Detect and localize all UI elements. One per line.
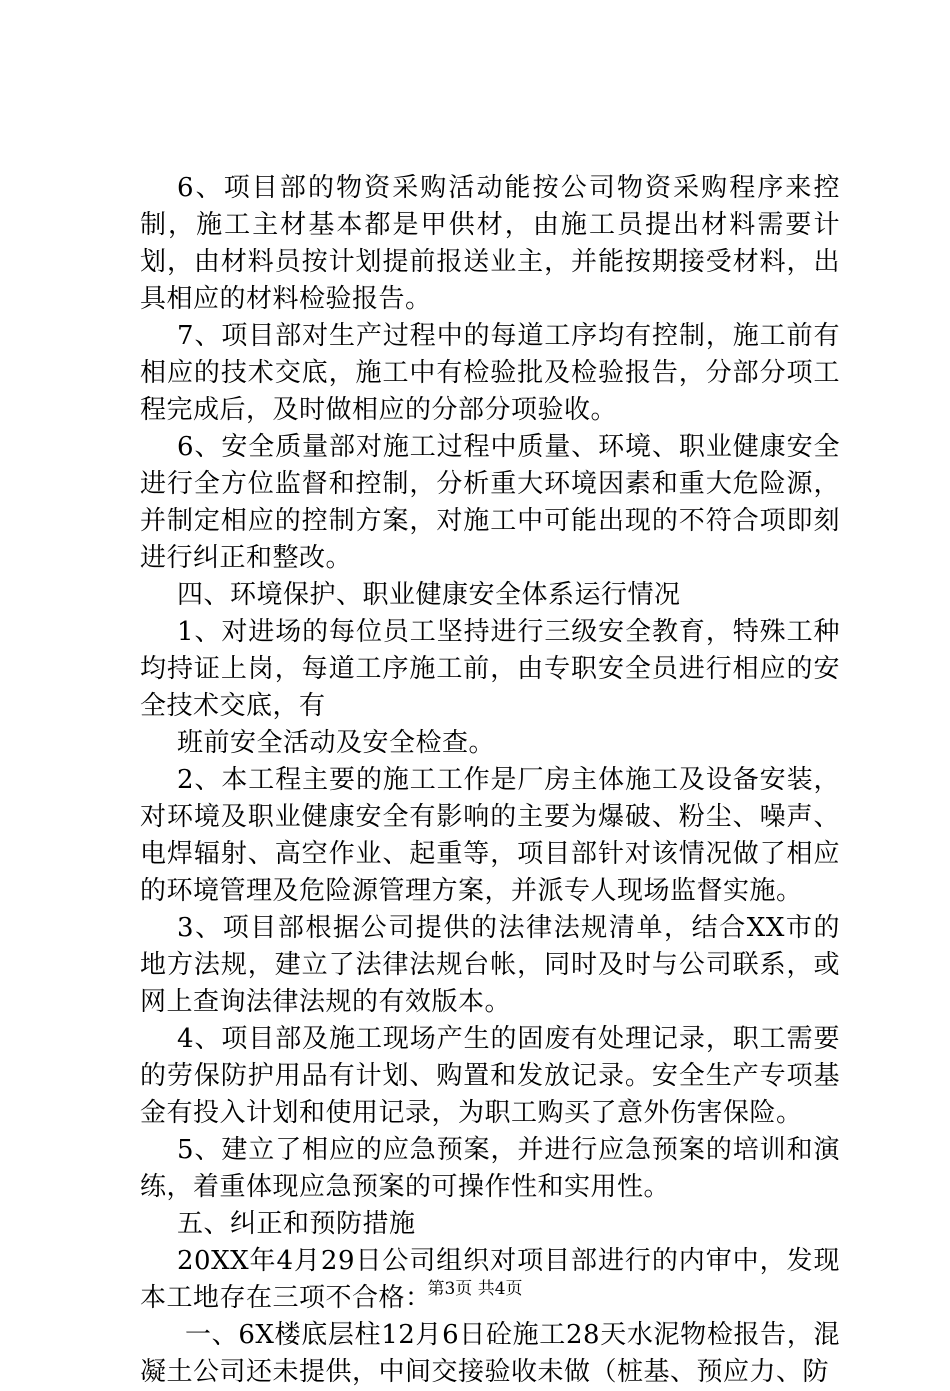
paragraph-13: 一、6X楼底层柱12月6日砼施工28天水泥物检报告，混凝土公司还未提供，中间交接验收未做（桩基、预应力、防 xyxy=(140,1320,840,1387)
paragraph-2: 7、项目部对生产过程中的每道工序均有控制，施工前有相应的技术交底，施工中有检验批及检验报告，分部分项工程完成后，及时做相应的分部分项验收。 xyxy=(140,321,840,425)
paragraph-6: 班前安全活动及安全检查。 xyxy=(177,728,496,758)
paragraph-1: 6、项目部的物资采购活动能按公司物资采购程序来控制，施工主材基本都是甲供材，由施工员提出材料需要计划，由材料员按计划提前报送业主，并能按期接受材料，出具相应的材料检验报告。 xyxy=(140,173,840,314)
page-footer: 第3页 共4页 xyxy=(427,1279,523,1299)
document-body xyxy=(140,170,840,1391)
paragraph-7: 2、本工程主要的施工工作是厂房主体施工及设备安装，对环境及职业健康安全有影响的主要为爆破、粉尘、噪声、电焊辐射、高空作业、起重等，项目部针对该情况做了相应的环境管理及危险源管理方案，并派专人现场监督实施。 xyxy=(140,765,840,906)
paragraph-10: 5、建立了相应的应急预案，并进行应急预案的培训和演练，着重体现应急预案的可操作性和实用性。 xyxy=(140,1135,840,1202)
paragraph-3: 6、安全质量部对施工过程中质量、环境、职业健康安全进行全方位监督和控制，分析重大环境因素和重大危险源，并制定相应的控制方案，对施工中可能出现的不符合项即刻进行纠正和整改。 xyxy=(140,432,840,573)
paragraph-8: 3、项目部根据公司提供的法律法规清单，结合XX市的地方法规，建立了法律法规台帐，同时及时与公司联系，或网上查询法律法规的有效版本。 xyxy=(140,913,840,1017)
paragraph-9: 4、项目部及施工现场产生的固废有处理记录，职工需要的劳保防护用品有计划、购置和发放记录。安全生产专项基金有投入计划和使用记录，为职工购买了意外伤害保险。 xyxy=(140,1024,840,1128)
section-heading-4: 四、环境保护、职业健康安全体系运行情况 xyxy=(177,580,681,610)
section-heading-5: 五、纠正和预防措施 xyxy=(177,1209,416,1239)
paragraph-5: 1、对进场的每位员工坚持进行三级安全教育，特殊工种均持证上岗，每道工序施工前，由专职安全员进行相应的安全技术交底，有 xyxy=(140,617,840,721)
paragraph-12: 20XX年4月29日公司组织对项目部进行的内审中，发现本工地存在三项不合格： xyxy=(140,1246,840,1313)
